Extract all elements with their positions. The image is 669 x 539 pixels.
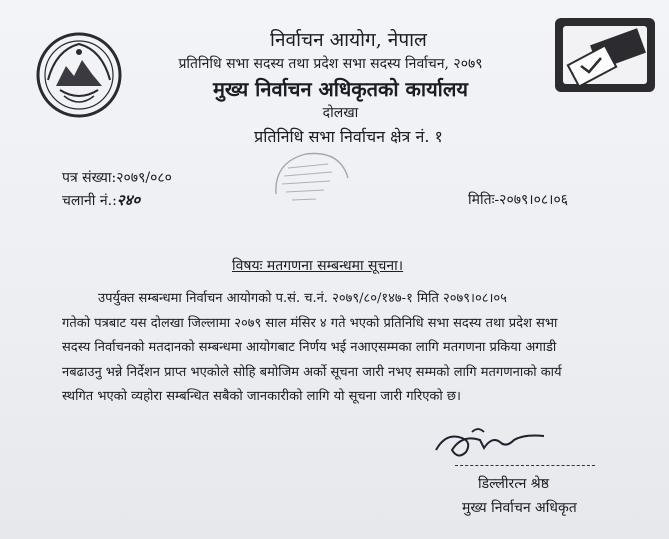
handwritten-signature-icon <box>432 420 550 464</box>
body-line: नबढाउनु भन्ने निर्देशन प्राप्त भएकोले सोहि बमोजिम अर्को सूचना जारी नभए सम्मको लागि मतगणनाको कार्य <box>62 364 562 380</box>
dispatch-number <box>62 190 140 210</box>
reference-number <box>62 168 172 187</box>
reference-value: २०७९/०८० <box>116 170 172 186</box>
body-line: सदस्य निर्वाचनको मतदानको सम्बन्धमा आयोगबाट निर्णय भई नआएसम्मका लागि मतगणना प्रकिया अगाडी <box>62 340 557 355</box>
subject-line: विषयः मतगणना सम्बन्धमा सूचना। <box>232 258 404 274</box>
body-line: गतेको पत्रबाट यस दोलखा जिल्लामा २०७९ साल मंसिर ४ गते भएको प्रतिनिधि सभा सदस्य तथा प्रदेश सभा <box>62 315 558 331</box>
dispatch-label: चलानी नं.: <box>62 193 117 209</box>
signature-line <box>455 465 595 466</box>
reference-label: पत्र संख्या: <box>62 170 117 186</box>
dispatch-value: २४० <box>116 191 141 209</box>
notice-body <box>62 287 628 410</box>
letter-date <box>468 190 568 209</box>
office-stamp-icon <box>266 144 356 212</box>
org-name: निर्वाचन आयोग, नेपाल <box>270 29 427 51</box>
body-line: उपर्युक्त सम्बन्धमा निर्वाचन आयोगको प.सं. च.नं. २०७९/८०/१४७-१ मिति २०७९।०८।०५ <box>98 291 507 306</box>
election-name: प्रतिनिधि सभा सदस्य तथा प्रदेश सभा सदस्य निर्वाचन, २०७९ <box>178 56 483 72</box>
ballot-box-icon <box>553 16 657 94</box>
district-name: दोलखा <box>322 105 359 121</box>
constituency-name: प्रतिनिधि सभा निर्वाचन क्षेत्र नं. १ <box>254 127 443 146</box>
signer-title: मुख्य निर्वाचन अधिकृत <box>462 500 577 516</box>
office-name: मुख्य निर्वाचन अधिकृतको कार्यालय <box>212 77 469 101</box>
body-line: स्थगित भएको व्यहोरा सम्बन्धित सबैको जानकारीको लागि यो सूचना जारी गरिएको छ। <box>62 389 461 404</box>
date-label: मितिः- <box>468 192 500 208</box>
date-value: २०७९।०८।०६ <box>499 192 569 208</box>
signer-name: डिल्लीरत्न श्रेष्ठ <box>478 476 549 492</box>
